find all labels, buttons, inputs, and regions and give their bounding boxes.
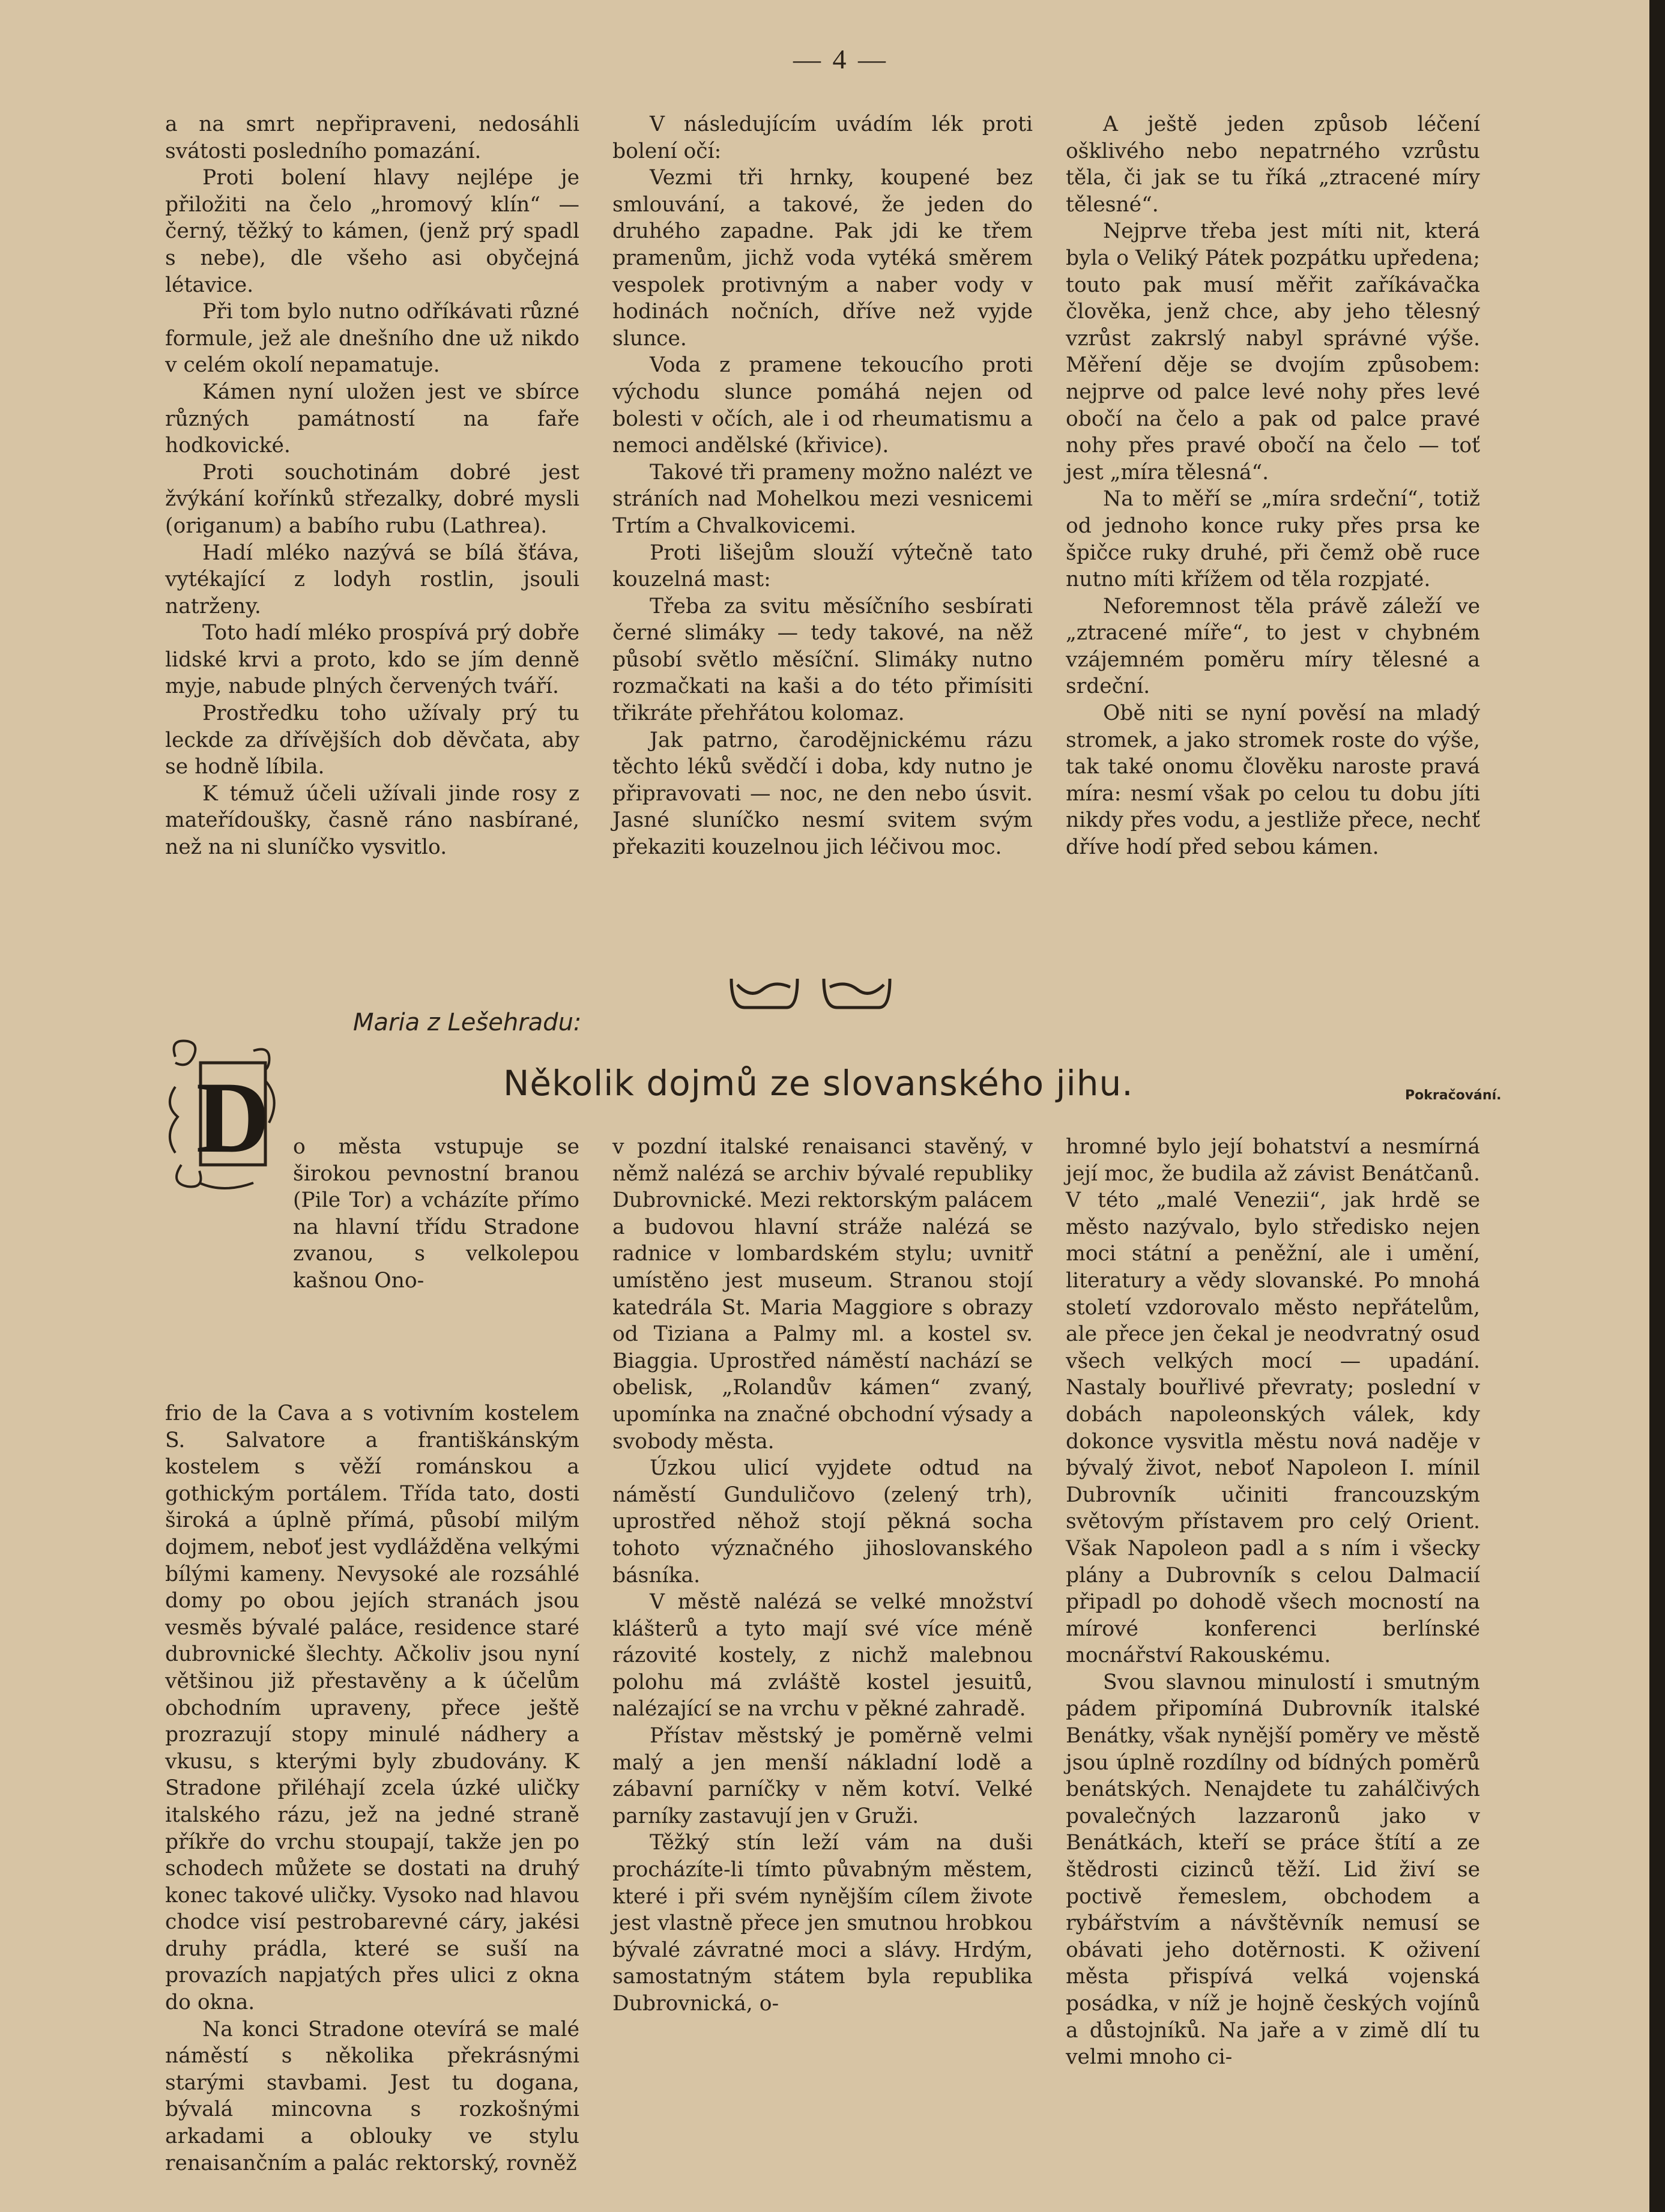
paragraph: Jak patrno, čarodějnickému rázu těchto léků svědčí i doba, kdy nutno je připravovati — noc, ne den nebo úsvit. Jasné sluníčko nesmí svitem svým překaziti kouzelnou jich léčivou moc. (612, 728, 1033, 860)
paragraph: Proti lišejům slouží výtečně tato kouzelná mast: (612, 540, 1033, 592)
paragraph: a na smrt nepřipraveni, nedosáhli svátosti posledního pomazání. (165, 112, 579, 163)
paragraph: Kámen nyní uložen jest ve sbírce různých památností na faře hodkovické. (165, 379, 579, 458)
article-title: Několik dojmů ze slovanského jihu. (503, 1063, 1134, 1104)
article-column-3 (1066, 1134, 1480, 2071)
paragraph: frio de la Cava a s votivním kostelem S. Salvatore a františkánským kostelem s věží románskou a gothickým portálem. Třída tato, dosti široká a úplně přímá, působí milým dojmem, neboť jest vydlážděna velkými bílými kameny. Nevysoké ale rozsáhlé domy po obou jejích stranách jsou vesměs bývalé paláce, residence staré dubrovnické šlechty. Ačkoliv jsou nyní většinou již přestavěny a k účelům obchodním upraveny, přece ještě prozrazují stopy minulé nádhery a vkusu, s kterými byly zbudovány. K Stradone přiléhají zcela úzké uličky italského rázu, jež na jedné straně příkře do vrchu stoupají, takže jen po schodech můžete se dostati na druhý konec takové uličky. Vysoko nad hlavou chodce visí pestrobarevné cáry, jakési druhy prádla, které se suší na provazích napjatých přes ulici z okna do okna. (165, 1401, 579, 2015)
paragraph: Při tom bylo nutno odříkávati různé formule, jež ale dnešního dne už nikdo v celém okolí nepamatuje. (165, 300, 579, 378)
paragraph: o města vstupuje se širokou pevnostní branou (Pile Tor) a vcházíte přímo na hlavní třídu Stradone zvanou, s velkolepou kašnou Ono- (293, 1135, 579, 1293)
paragraph: Takové tři prameny možno nalézt ve stráních nad Mohelkou mezi vesnicemi Trtím a Chvalkovicemi. (612, 460, 1033, 538)
paragraph: Vezmi tři hrnky, koupené bez smlouvání, a takové, že jeden do druhého zapadne. Pak jdi ke třem pramenům, jichž voda vytéká směrem vespolek protivným a naber vody v hodinách nočních, dříve než vyjde slunce. (612, 166, 1033, 351)
paragraph: Obě niti se nyní pověsí na mladý stromek, a jako stromek roste do výše, tak také onomu člověku naroste pravá míra: nesmí však po celou tu dobu jíti nikdy přes vodu, a jestliže přece, nechť dříve hodí před sebou kámen. (1066, 701, 1480, 860)
paragraph: A ještě jeden způsob léčení ošklivého nebo nepatrného vzrůstu těla, či jak se tu říká „ztracené míry tělesné“. (1066, 112, 1480, 217)
paragraph: Prostředku toho užívaly prý tu leckde za dřívějších dob děvčata, aby se hodně líbila. (165, 701, 579, 779)
paragraph: v pozdní italské renaisanci stavěný, v němž nalézá se archiv bývalé republiky Dubrovnické. Mezi rektorským palácem a budovou hlavní stráže nalézá se radnice v lombardském stylu; uvnitř umístěno jest museum. Stranou stojí katedrála St. Maria Maggiore s obrazy od Tiziana a Palmy ml. a kostel sv. Biaggia. Uprostřed náměstí nachází se obelisk, „Rolandův kámen“ zvaný, upomínka na značné obchodní výsady a svobody města. (612, 1135, 1033, 1454)
page-number: — 4 — (793, 44, 888, 74)
paragraph: Svou slavnou minulostí i smutným pádem připomíná Dubrovník italské Benátky, však nynější poměry ve městě jsou úplně rozdílny od bídných poměrů benátských. Nenajdete tu zahálčivých povalečných lazzaronů jako v Benátkách, kteří se práce štítí a ze štědrosti cizinců těží. Lid živí se poctivě řemeslem, obchodem a rybářstvím a návštěvník nemusí se obávati jeho dotěrnosti. K oživení města přispívá velká vojenská posádka, v níž je hojně českých vojínů a důstojníků. Na jaře a v zimě dlí tu velmi mnoho ci- (1066, 1670, 1480, 2070)
page-edge (1649, 0, 1665, 2212)
paragraph: Hadí mléko nazývá se bílá šťáva, vytékající z lodyh rostlin, jsouli natrženy. (165, 540, 579, 618)
column-1-upper (165, 111, 579, 861)
paragraph: V následujícím uvádím lék proti bolení očí: (612, 112, 1033, 163)
column-3-upper (1066, 111, 1480, 861)
paragraph: Úzkou ulicí vyjdete odtud na náměstí Gunduličovo (zelený trh), uprostřed něhož stojí pěkná socha tohoto význačného jihoslovanského básníka. (612, 1456, 1033, 1588)
paragraph: Nejprve třeba jest míti nit, která byla o Veliký Pátek pozpátku upředena; touto pak musí měřit zaříkávačka člověka, jenž chce, aby jeho tělesný vzrůst zakrslý nabyl správné výše. Měření děje se dvojím způsobem: nejprve od palce levé nohy přes levé obočí na čelo a pak od palce pravé nohy přes pravé obočí na čelo — toť jest „míra tělesná“. (1066, 219, 1480, 485)
paragraph: Na to měří se „míra srdeční“, totiž od jednoho konce ruky přes prsa ke špičce ruky druhé, při čemž obě ruce nutno míti křížem od těla rozpjaté. (1066, 487, 1480, 592)
section-ornament (727, 972, 895, 1015)
paragraph: Třeba za svitu měsíčního sesbírati černé slimáky — tedy takové, na něž působí světlo měsíční. Slimáky nutno rozmačkati na kaši a do této přimísiti třikráte přehřátou kolomaz. (612, 594, 1033, 726)
paragraph: Voda z pramene tekoucího proti východu slunce pomáhá nejen od bolesti v očích, ale i od rheumatismu a nemoci andělské (křivice). (612, 353, 1033, 458)
paragraph: V městě nalézá se velké množství klášterů a tyto mají své více méně rázovité kostely, z nichž malebnou polohu má zvláště kostel jesuitů, nalézající se na vrchu v pěkné zahradě. (612, 1590, 1033, 1721)
article-column-1 (165, 1400, 579, 2177)
drop-cap-letter: D (196, 1061, 270, 1174)
article-author: Maria z Lešehradu: (353, 1009, 582, 1036)
paragraph: hromné bylo její bohatství a nesmírná její moc, že budila až závist Benátčanů. V této „malé Venezii“, jak hrdě se město nazývalo, bylo středisko nejen moci státní a peněžní, ale i umění, literatury a vědy slovanské. Po mnohá století vzdorovalo město nepřátelům, ale přece jen čekal je neodvratný osud všech velkých mocí — upadání. Nastaly bouřlivé převraty; poslední v dobách napoleonských válek, kdy dokonce vysvitla městu nová naděje v bývalý život, neboť Napoleon I. mínil Dubrovník učiniti francouzským světovým přístavem pro celý Orient. Však Napoleon padl a s ním i všecky plány a Dubrovník s celou Dalmacií připadl po dohodě všech mocností na mírové konferenci berlínské mocnářství Rakouskému. (1066, 1135, 1480, 1668)
paragraph: Toto hadí mléko prospívá prý dobře lidské krvi a proto, kdo se jím denně myje, nabude plných červených tváří. (165, 621, 579, 699)
paragraph: Těžký stín leží vám na duši procházíte-li tímto půvabným městem, které i při svém nynějším cílem živote jest vlastně přece jen smutnou hrobkou bývalé závratné moci a slávy. Hrdým, samostatným státem byla republika Dubrovnická, o- (612, 1831, 1033, 2016)
paragraph: Proti bolení hlavy nejlépe je přiložiti na čelo „hromový klín“ — černý, těžký to kámen, (jenž prý spadl s nebe), dle všeho asi obyčejná létavice. (165, 166, 579, 297)
paragraph: K témuž účeli užívali jinde rosy z mateřídoušky, časně ráno nasbírané, než na ni sluníčko vysvitlo. (165, 781, 579, 860)
paragraph: Přístav městský je poměrně velmi malý a jen menší nákladní lodě a zábavní parníčky v něm kotví. Velké parníky zastavují jen v Gruži. (612, 1724, 1033, 1828)
continuation-note: Pokračování. (1405, 1088, 1502, 1103)
article-column-2 (612, 1134, 1033, 2017)
paragraph: Proti souchotinám dobré jest žvýkání kořínků střezalky, dobré mysli (origanum) a babího rubu (Lathrea). (165, 460, 579, 538)
column-2-upper (612, 111, 1033, 861)
article-column-1-intro (293, 1134, 579, 1295)
paragraph: Na konci Stradone otevírá se malé náměstí s několika překrásnými starými stavbami. Jest tu dogana, bývalá mincovna s rozkošnými arkadami a oblouky ve stylu renaisančním a palác rektorský, rovněž (165, 2017, 579, 2175)
paragraph: Neforemnost těla právě záleží ve „ztracené míře“, to jest v chybném vzájemném poměru míry tělesné a srdeční. (1066, 594, 1480, 699)
drop-cap-ornament (163, 1033, 283, 1195)
